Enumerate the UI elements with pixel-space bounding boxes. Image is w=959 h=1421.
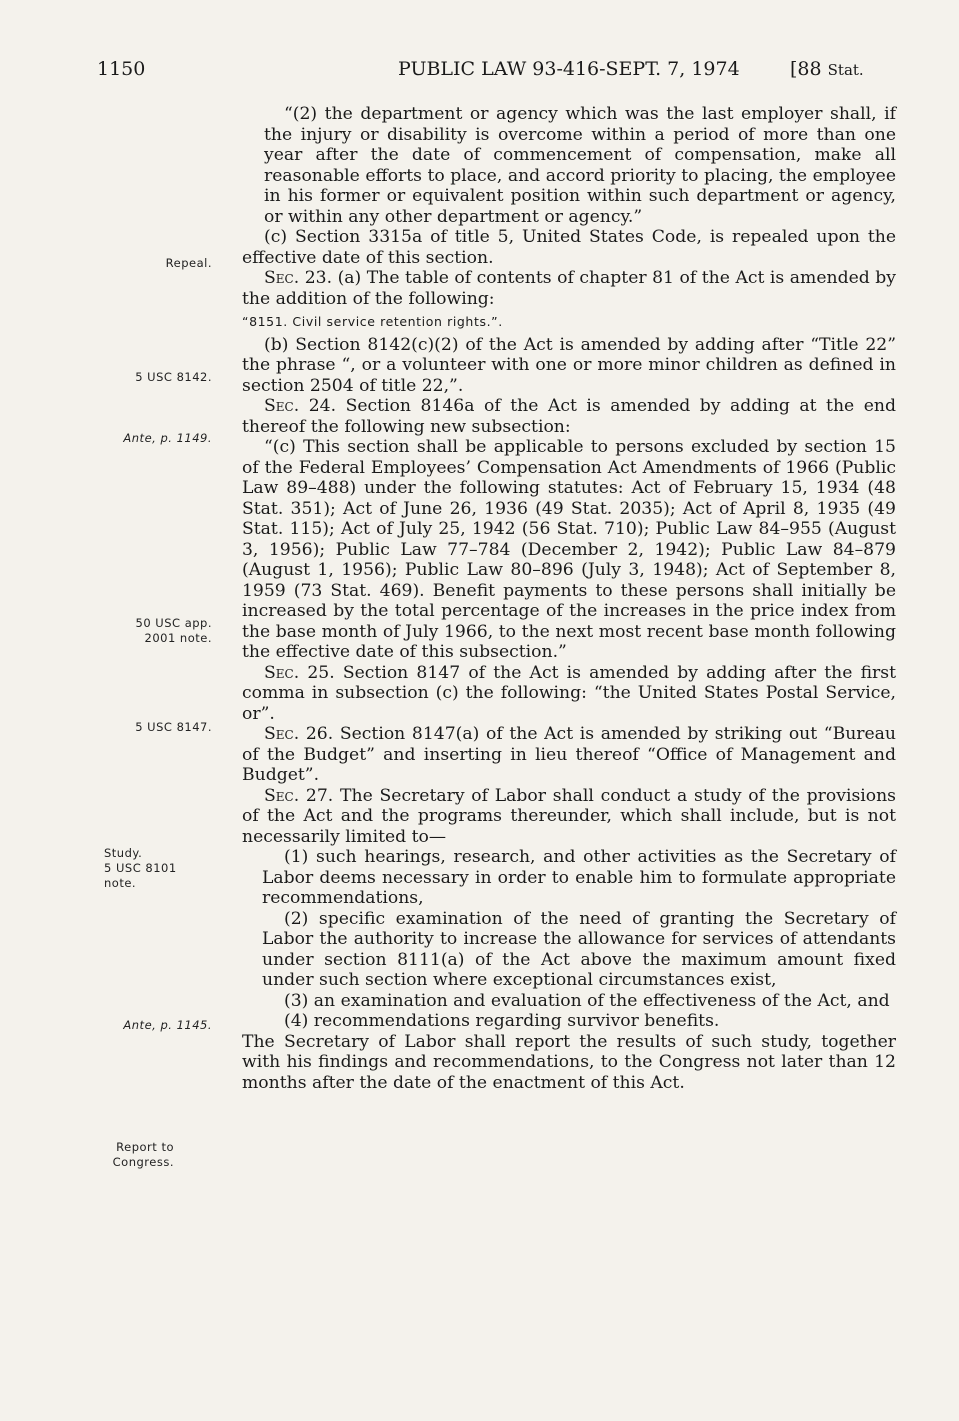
- paragraph-repeal: (c) Section 3315a of title 5, United States Code, is repealed upon the effective date of this section.: [242, 227, 896, 268]
- margin-note-ante-1145: Ante, p. 1145.: [123, 1018, 212, 1032]
- paragraph-subsection-2: “(2) the department or agency which was the last employer shall, if the injury or disability is overcome within a period of more than one year after the date of commencement of compensation, make all reasonable efforts to place, and accord priority to placing, the employee in his former or equivalent position within such department or agency, or within any other department or agency.”: [264, 104, 896, 227]
- margin-note-line: Study.: [104, 846, 143, 860]
- running-title: PUBLIC LAW 93-416-SEPT. 7, 1974: [398, 58, 740, 80]
- margin-note-5-usc-8142: 5 USC 8142.: [135, 370, 212, 384]
- paragraph-closing: The Secretary of Labor shall report the results of such study, together with his findings and recommendations, to the Congress not later than 12 months after the date of the enactment of this Act.: [242, 1031, 896, 1093]
- section-label: Sec. 26.: [264, 724, 334, 744]
- statute-reference: [790, 58, 864, 80]
- page-number: 1150: [97, 58, 146, 80]
- paragraph-sec-23b: (b) Section 8142(c)(2) of the Act is amended by adding after “Title 22” the phrase “, or a volunteer with one or more minor children as defined in section 2504 of title 22,”.: [242, 334, 896, 396]
- list-item-2: (2) specific examination of the need of granting the Secretary of Labor the authority to increase the allowance for services of attendants under section 8111(a) of the Act above the maximum amount fixed under such section where exceptional circumstances exist,: [262, 908, 896, 990]
- list-item-4: (4) recommendations regarding survivor benefits.: [284, 1011, 720, 1031]
- margin-note-line: Report to: [116, 1140, 174, 1154]
- margin-note-line: 50 USC app.: [135, 616, 212, 630]
- body-text: [242, 104, 896, 1093]
- margin-note-line: Congress.: [112, 1155, 174, 1169]
- paragraph-sec-23: Sec. 23. (a) The table of contents of chapter 81 of the Act is amended by the addition of the following:: [242, 268, 896, 309]
- margin-note-line: 2001 note.: [144, 631, 212, 645]
- page-header: [0, 58, 959, 88]
- paragraph-sec-26: Sec. 26. Section 8147(a) of the Act is amended by striking out “Bureau of the Budget” and inserting in lieu thereof “Office of Management and Budget”.: [242, 724, 897, 785]
- paragraph-sec-27: Sec. 27. The Secretary of Labor shall conduct a study of the provisions of the Act and the programs thereunder, which shall include, but is not necessarily limited to—: [242, 785, 897, 847]
- margin-note-report: [84, 1140, 174, 1170]
- margin-note-line: 5 USC 8101: [104, 861, 177, 875]
- margin-note-line: note.: [104, 876, 137, 890]
- section-label: Sec. 23.: [264, 268, 333, 288]
- margin-note-ante-1149: Ante, p. 1149.: [123, 431, 212, 445]
- section-label: Sec. 27.: [264, 785, 334, 806]
- toc-entry: “8151. Civil service retention rights.”.: [242, 314, 503, 329]
- section-label: Sec. 25.: [264, 662, 335, 683]
- paragraph-sec-24c: “(c) This section shall be applicable to persons excluded by section 15 of the Federal Employees’ Compensation Act Amendments of 1966 (Public Law 89–488) under the following statutes: Act of February 15, 1934 (48 Stat. 351); Act of June 26, 1936 (49 Stat. 2035); Act of April 8, 1935 (49 Stat. 115); Act of July 25, 1942 (56 Stat. 710); Public Law 84–955 (August 3, 1956); Public Law 77–784 (December 2, 1942); Public Law 84–879 (August 1, 1956); Public Law 80–896 (July 3, 1948); Act of September 8, 1959 (73 Stat. 469). Benefit payments to these persons shall initially be increased by the total percentage of the increases in the price index from the base month of July 1966, to the next most recent base month following the effective date of this subsection.”: [242, 437, 896, 662]
- section-label: Sec. 24.: [264, 396, 337, 416]
- statute-prefix: [88: [790, 58, 828, 80]
- margin-note-study: [104, 846, 207, 891]
- margin-note-5-usc-8147: 5 USC 8147.: [135, 720, 212, 734]
- list-item-1: (1) such hearings, research, and other activities as the Secretary of Labor deems necessary in order to enable him to formulate appropriate recommendations,: [262, 847, 896, 908]
- margin-note-repeal: Repeal.: [165, 256, 212, 270]
- margin-note-50-usc-app: [82, 616, 212, 646]
- statute-label: Stat.: [827, 61, 864, 79]
- paragraph-sec-25: Sec. 25. Section 8147 of the Act is amended by adding after the first comma in subsection (c) the following: “the United States Postal Service, or”.: [242, 662, 896, 724]
- paragraph-sec-24: Sec. 24. Section 8146a of the Act is amended by adding at the end thereof the following new subsection:: [242, 396, 896, 437]
- list-item-3: (3) an examination and evaluation of the effectiveness of the Act, and: [284, 990, 890, 1011]
